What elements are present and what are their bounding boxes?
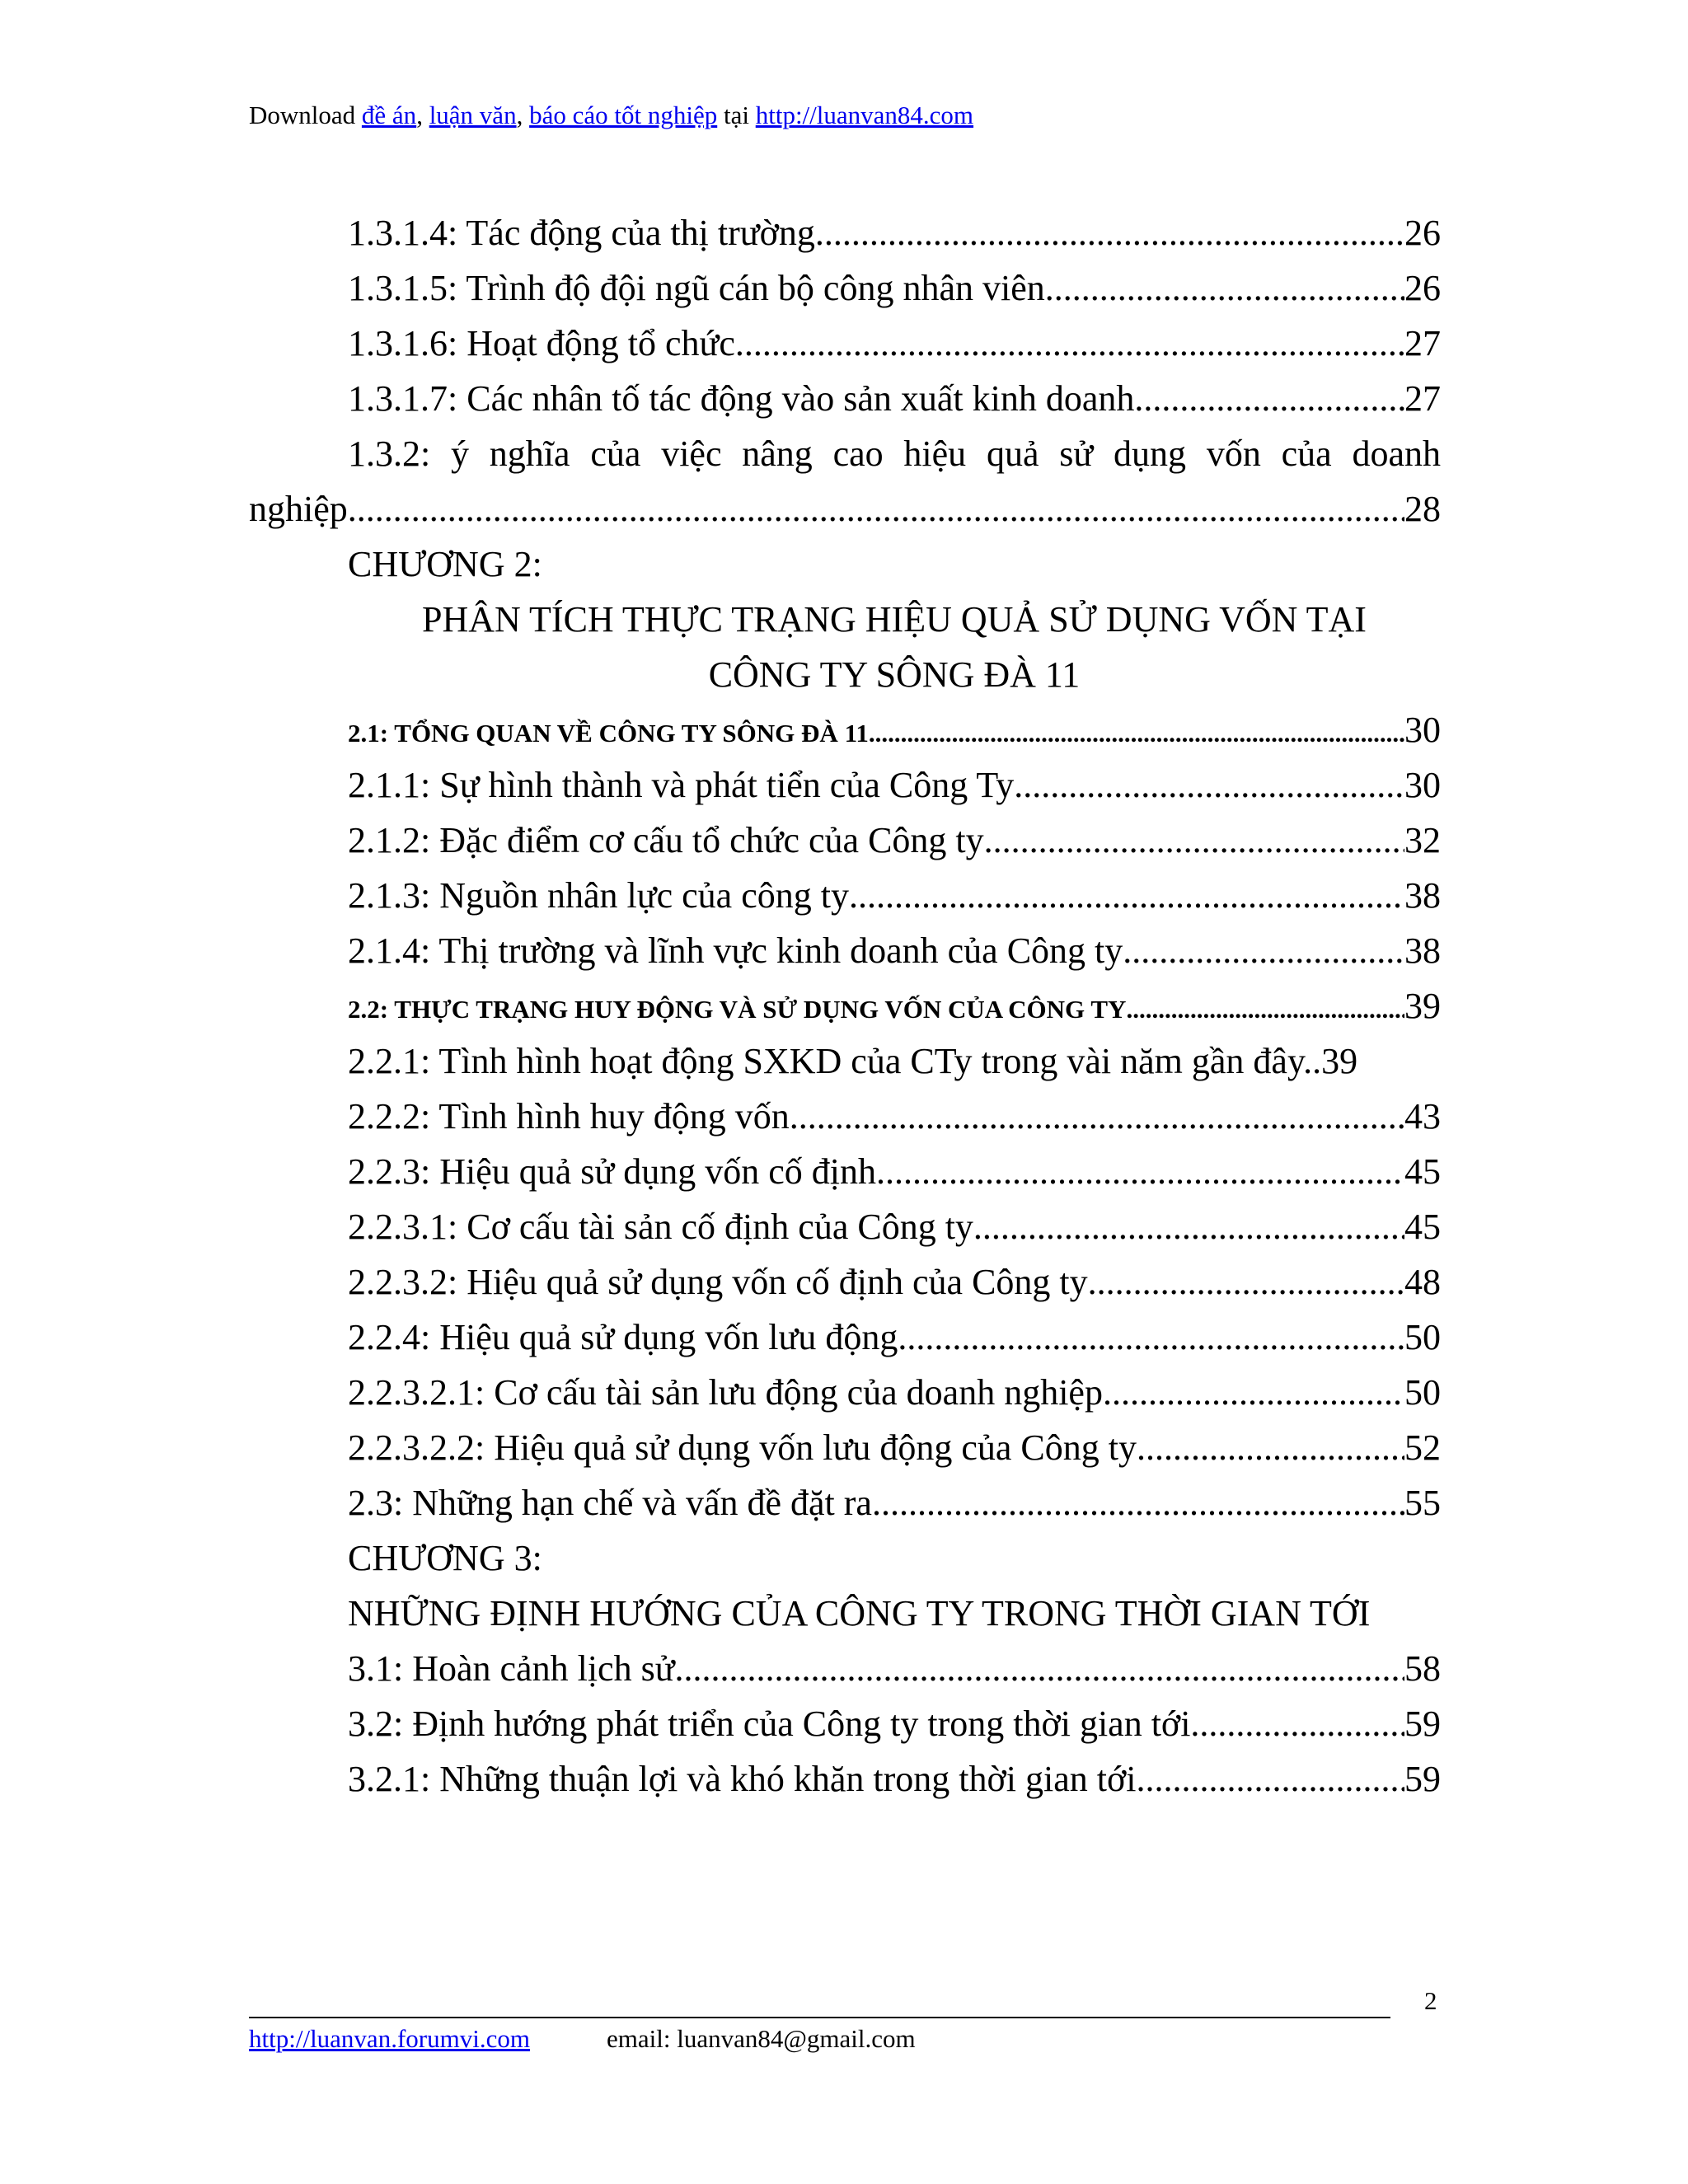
toc-page-number: 52 (1404, 1427, 1441, 1468)
toc-entry (348, 1424, 1441, 1472)
toc-entry-title: 2.2.3.1: Cơ cấu tài sản cố định của Công ty (348, 1207, 973, 1247)
toc-entry-title: 3.1: Hoàn cảnh lịch sử (348, 1648, 675, 1689)
toc-entry (348, 1148, 1441, 1196)
toc-entry-title: 2.2: THỰC TRẠNG HUY ĐỘNG VÀ SỬ DỤNG VỐN CỦA CÔNG TY (348, 995, 1127, 1024)
toc-entry-title: nghiệp (249, 489, 348, 529)
toc-page-number: 55 (1404, 1483, 1441, 1523)
chapter-3-label: CHƯƠNG 3: (348, 1538, 542, 1578)
toc-entry (348, 209, 1441, 257)
header-link-luan-van[interactable]: luận văn (429, 101, 517, 129)
toc-entry (348, 1479, 1441, 1527)
toc-leader-dots (790, 1093, 1404, 1141)
toc-leader-dots (815, 209, 1404, 257)
toc-page-number: 32 (1404, 820, 1441, 860)
toc-entry-title: 1.3.1.6: Hoạt động tổ chức (348, 323, 735, 363)
toc-entry-wrapped-line: 1.3.2: ý nghĩa của việc nâng cao hiệu quả sử dụng vốn của doanh (348, 434, 1441, 474)
chapter-2-label: CHƯƠNG 2: (348, 544, 542, 584)
toc-entry (348, 375, 1441, 423)
toc-leader-dots (1126, 986, 1404, 1030)
toc-leader-dots (1088, 1258, 1404, 1306)
toc-entry-title: 1.3.1.7: Các nhân tố tác động vào sản xuất kinh doanh (348, 378, 1135, 419)
toc-entry (348, 762, 1441, 809)
toc-page-number: 48 (1404, 1262, 1441, 1302)
download-header (249, 99, 973, 132)
toc-page-number: 27 (1404, 323, 1441, 363)
toc-entry (348, 1645, 1441, 1693)
toc-page-number: 30 (1404, 765, 1441, 805)
toc-leader-dots (1190, 1700, 1404, 1748)
toc-section-heading (348, 982, 1441, 1030)
header-link-bao-cao[interactable]: báo cáo tốt nghiệp (529, 101, 718, 129)
toc-page-number: 28 (1404, 489, 1441, 529)
toc-leader-dots (735, 320, 1404, 368)
toc-page-number: 38 (1404, 930, 1441, 971)
toc-leader-dots (348, 485, 1404, 533)
chapter-2-title-line-1: PHÂN TÍCH THỰC TRẠNG HIỆU QUẢ SỬ DỤNG VỐN TẠI (422, 599, 1367, 640)
toc-entry-title: 2.2.3: Hiệu quả sử dụng vốn cố định (348, 1151, 877, 1192)
toc-leader-dots (1123, 927, 1404, 975)
toc-entry (348, 1093, 1441, 1141)
footer-forum-link[interactable]: http://luanvan.forumvi.com (249, 2024, 530, 2053)
toc-entry-title: 2.2.3.2: Hiệu quả sử dụng vốn cố định của Công ty (348, 1262, 1088, 1302)
toc-entry-title: 2.2.3.2.2: Hiệu quả sử dụng vốn lưu động của Công ty (348, 1427, 1137, 1468)
header-link-de-an[interactable]: đề án (361, 101, 417, 129)
toc-leader-dots (1137, 1424, 1404, 1472)
header-prefix: Download (249, 101, 362, 129)
toc-entry (348, 1258, 1441, 1306)
toc-page-number: 50 (1404, 1372, 1441, 1413)
toc-entry-title: 2.1: TỔNG QUAN VỀ CÔNG TY SÔNG ĐÀ 11 (348, 719, 869, 748)
toc-page-number: 59 (1404, 1704, 1441, 1744)
header-separator: , (416, 101, 429, 129)
toc-entry-title: 3.2: Định hướng phát triển của Công ty trong thời gian tới (348, 1704, 1191, 1744)
toc-entry-title: 2.1.1: Sự hình thành và phát tiển của Công Ty (348, 765, 1015, 805)
toc-entry (348, 1700, 1441, 1748)
toc-entry (348, 265, 1441, 312)
footer-email: email: luanvan84@gmail.com (607, 2024, 916, 2053)
toc-leader-dots (984, 817, 1404, 865)
toc-entry (348, 1369, 1441, 1417)
toc-page-number: 45 (1404, 1151, 1441, 1192)
toc-entry: 2.2.1: Tình hình hoạt động SXKD của CTy trong vài năm gần đây..39 (348, 1041, 1358, 1081)
toc-leader-dots (675, 1645, 1404, 1693)
toc-page-number: 39 (1404, 986, 1441, 1026)
toc-page-number: 45 (1404, 1207, 1441, 1247)
toc-leader-dots (876, 1148, 1404, 1196)
toc-entry (348, 1203, 1441, 1251)
toc-page-number: 58 (1404, 1648, 1441, 1689)
toc-entry-title: 2.1.2: Đặc điểm cơ cấu tổ chức của Công ty (348, 820, 984, 860)
chapter-2-title-line-2: CÔNG TY SÔNG ĐÀ 11 (708, 654, 1081, 695)
toc-page-number: 50 (1404, 1317, 1441, 1357)
toc-page-number: 26 (1404, 213, 1441, 253)
toc-entry (348, 927, 1441, 975)
toc-section-heading (348, 706, 1441, 754)
toc-leader-dots (1134, 375, 1404, 423)
toc-leader-dots (1045, 265, 1404, 312)
header-link-site[interactable]: http://luanvan84.com (755, 101, 974, 129)
toc-entry (348, 817, 1441, 865)
header-mid: tại (717, 101, 756, 129)
toc-entry (348, 320, 1441, 368)
toc-entry-title: 2.2.3.2.1: Cơ cấu tài sản lưu động của doanh nghiệp (348, 1372, 1103, 1413)
toc-leader-dots (872, 1479, 1404, 1527)
toc-leader-dots (869, 710, 1404, 754)
footer-divider (249, 2017, 1390, 2018)
toc-entry-title: 2.2.2: Tình hình huy động vốn (348, 1096, 790, 1137)
toc-entry-title: 2.2.4: Hiệu quả sử dụng vốn lưu động (348, 1317, 898, 1357)
toc-leader-dots (1103, 1369, 1404, 1417)
toc-entry-title: 1.3.1.5: Trình độ đội ngũ cán bộ công nhân viên (348, 268, 1045, 308)
toc-page-number: 30 (1404, 710, 1441, 750)
toc-page-number: 43 (1404, 1096, 1441, 1137)
toc-leader-dots (1136, 1755, 1404, 1803)
toc-entry (249, 485, 1441, 533)
page-number: 2 (1424, 1986, 1437, 2015)
toc-leader-dots (898, 1314, 1404, 1361)
toc-leader-dots (1014, 762, 1404, 809)
toc-leader-dots (849, 872, 1404, 920)
toc-page-number: 38 (1404, 875, 1441, 916)
toc-page-number: 26 (1404, 268, 1441, 308)
toc-entry-title: 2.1.3: Nguồn nhân lực của công ty (348, 875, 849, 916)
toc-leader-dots (973, 1203, 1404, 1251)
toc-page-number: 59 (1404, 1759, 1441, 1799)
toc-entry (348, 1755, 1441, 1803)
chapter-3-title: NHỮNG ĐỊNH HƯỚNG CỦA CÔNG TY TRONG THỜI GIAN TỚI (348, 1593, 1371, 1633)
toc-page-number: 27 (1404, 378, 1441, 419)
toc-entry-title: 1.3.1.4: Tác động của thị trường (348, 213, 815, 253)
header-separator: , (516, 101, 530, 129)
toc-entry-title: 2.3: Những hạn chế và vấn đề đặt ra (348, 1483, 872, 1523)
toc-entry-title: 3.2.1: Những thuận lợi và khó khăn trong thời gian tới (348, 1759, 1137, 1799)
toc-entry-title: 2.1.4: Thị trường và lĩnh vực kinh doanh của Công ty (348, 930, 1123, 971)
toc-entry (348, 1314, 1441, 1361)
toc-entry (348, 872, 1441, 920)
